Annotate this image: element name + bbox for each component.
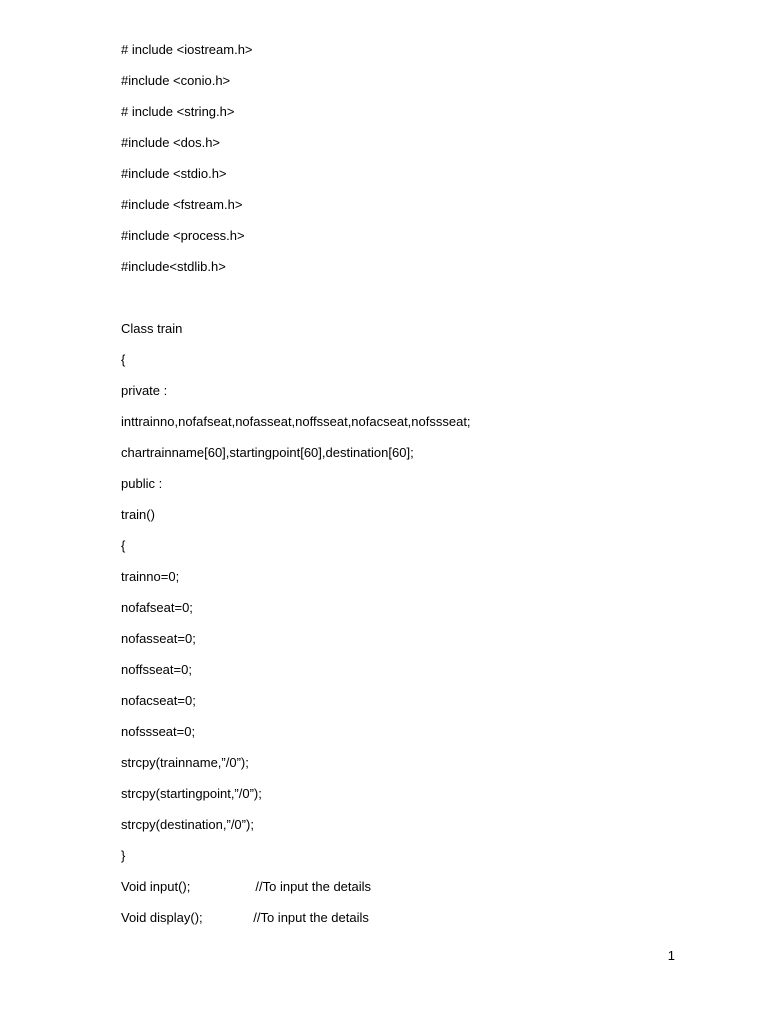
code-line-24: strcpy(trainname,”/0”); [121, 755, 249, 770]
code-line-23: nofssseat=0; [121, 724, 196, 739]
code-line-10: Class train [121, 321, 183, 336]
code-line-26: strcpy(destination,”/0”); [121, 817, 254, 832]
code-line-3: # include <string.h> [121, 104, 235, 119]
code-spacing [190, 879, 255, 894]
page-number: 1 [667, 948, 675, 963]
code-line-17: { [121, 538, 126, 553]
code-line-16: train() [121, 507, 155, 522]
code-line-27: } [121, 848, 126, 863]
code-line-13: inttrainno,nofafseat,nofasseat,noffsseat,nofacseat,nofssseat; [121, 414, 471, 429]
code-line-12: private : [121, 383, 168, 398]
code-line-22: nofacseat=0; [121, 693, 196, 708]
code-text: Void display(); [121, 910, 203, 925]
code-line-11: { [121, 352, 126, 367]
blank-line [121, 290, 721, 306]
code-line-4: #include <dos.h> [121, 135, 221, 150]
code-line-25: strcpy(startingpoint,”/0”); [121, 786, 262, 801]
code-line-7: #include <process.h> [121, 228, 245, 243]
code-line-2: #include <conio.h> [121, 73, 231, 88]
code-spacing [203, 910, 254, 925]
code-text: Void input(); [121, 879, 191, 894]
code-line-20: nofasseat=0; [121, 631, 196, 646]
code-line-21: noffsseat=0; [121, 662, 192, 677]
code-comment: //To input the details [253, 910, 369, 925]
code-line-19: nofafseat=0; [121, 600, 193, 615]
code-line-15: public : [121, 476, 163, 491]
code-line-18: trainno=0; [121, 569, 180, 584]
code-line-6: #include <fstream.h> [121, 197, 243, 212]
code-line-1: # include <iostream.h> [121, 42, 253, 57]
code-line-29 [121, 910, 721, 926]
code-line-28 [121, 879, 721, 895]
code-line-14: chartrainname[60],startingpoint[60],destination[60]; [121, 445, 414, 460]
code-line-5: #include <stdio.h> [121, 166, 227, 181]
code-comment: //To input the details [255, 879, 372, 894]
document-body [121, 42, 721, 941]
code-line-8: #include<stdlib.h> [121, 259, 226, 274]
